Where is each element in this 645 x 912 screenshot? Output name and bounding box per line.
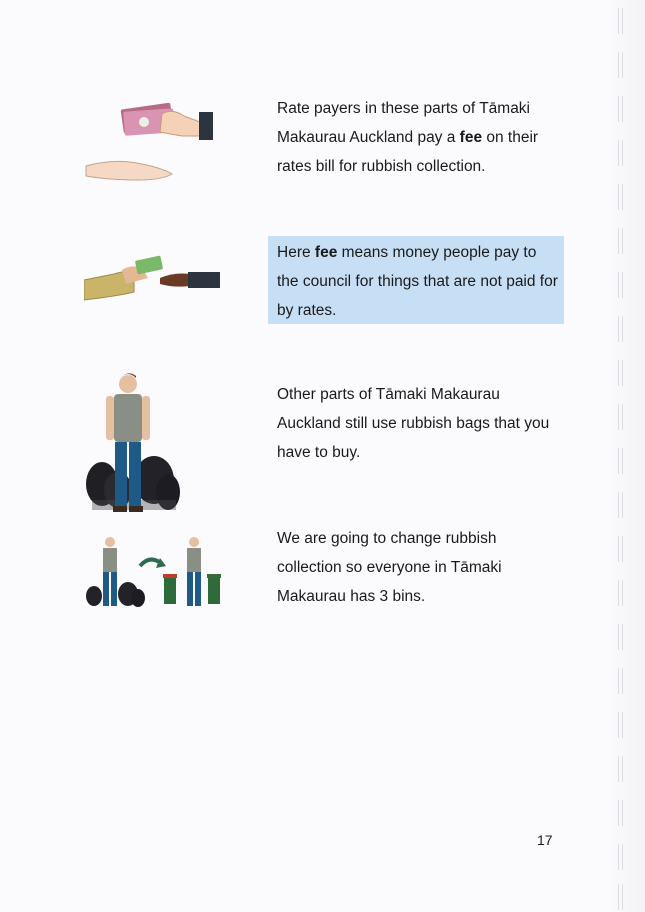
page-edge <box>605 0 645 912</box>
edge-mark <box>618 884 623 910</box>
edge-mark <box>618 404 623 430</box>
edge-mark <box>618 96 623 122</box>
edge-mark <box>618 756 623 782</box>
page-number: 17 <box>537 832 553 848</box>
edge-mark <box>618 668 623 694</box>
edge-mark <box>618 536 623 562</box>
money-handover-icon <box>84 250 224 315</box>
edge-mark <box>618 448 623 474</box>
edge-mark <box>618 228 623 254</box>
edge-mark <box>618 140 623 166</box>
edge-mark <box>618 844 623 870</box>
edge-mark <box>618 52 623 78</box>
edge-mark <box>618 184 623 210</box>
section-text-rubbish-bags: Other parts of Tāmaki Makaurau Auckland still use rubbish bags that you have to buy. <box>277 386 550 461</box>
bold-term: fee <box>459 129 483 146</box>
man-with-rubbish-bags-icon <box>84 372 180 522</box>
edge-mark <box>618 360 623 386</box>
edge-mark <box>618 8 623 34</box>
edge-mark <box>618 800 623 826</box>
section-text-fee-bill: Rate payers in these parts of Tāmaki Makaurau Auckland pay a fee on their rates bill for rubbish collection. <box>277 100 539 175</box>
edge-mark <box>618 492 623 518</box>
cash-payment-hands-icon <box>84 100 224 195</box>
bold-term: fee <box>314 244 338 261</box>
edge-mark <box>618 316 623 342</box>
edge-mark <box>618 624 623 650</box>
section-text-three-bins: We are going to change rubbish collection so everyone in Tāmaki Makaurau has 3 bins. <box>277 530 502 605</box>
edge-mark <box>618 580 623 606</box>
edge-mark <box>618 272 623 298</box>
bags-to-bins-change-icon <box>84 536 224 617</box>
edge-mark <box>618 712 623 738</box>
section-text-fee-definition: Here fee means money people pay to the council for things that are not paid for by rates. <box>277 244 558 319</box>
